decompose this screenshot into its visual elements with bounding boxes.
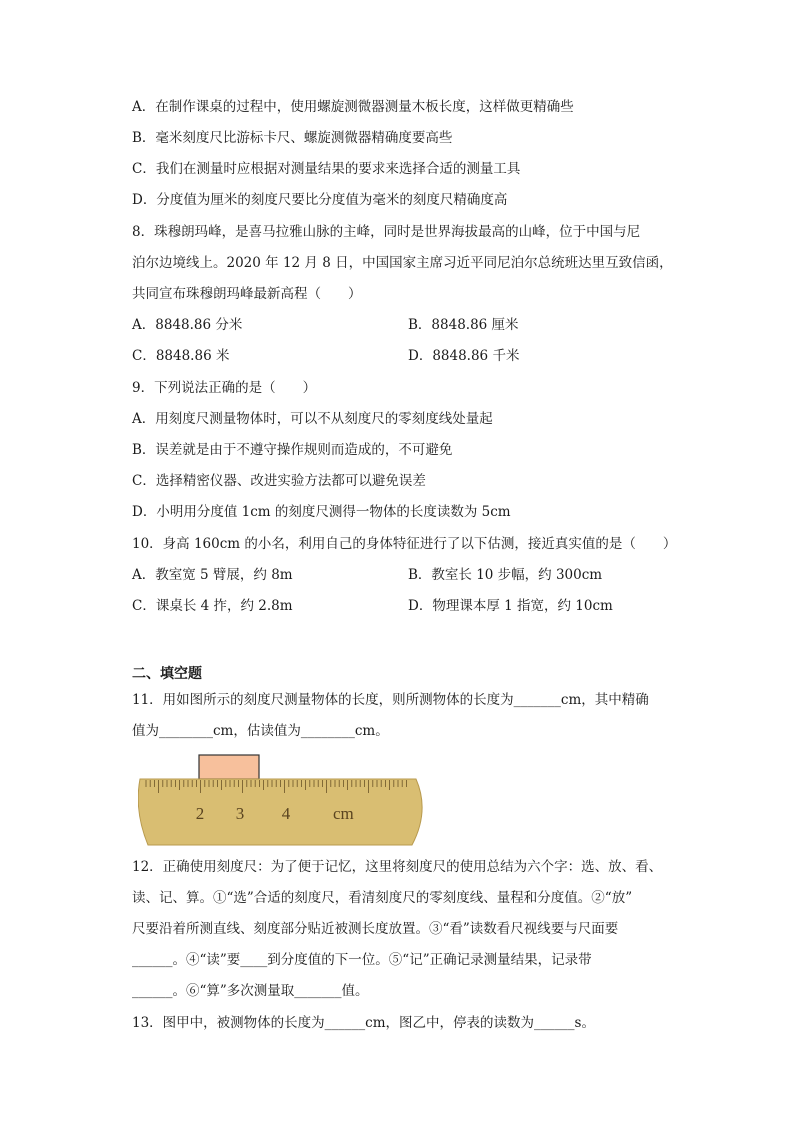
question-12-line-4: ______。④“读”要____到分度值的下一位。⑤“记”正确记录测量结果，记录带: [132, 952, 592, 968]
question-12-line-1: 12．正确使用刻度尺：为了便于记忆，这里将刻度尺的使用总结为六个字：选、放、看、: [132, 859, 663, 875]
question-13: 13．图甲中，被测物体的长度为______cm，图乙中，停表的读数为______s。: [132, 1015, 595, 1031]
question-8-option-d: D．8848.86 千米: [408, 348, 520, 364]
ruler-label-4: 4: [281, 804, 291, 823]
question-9-option-b: B．误差就是由于不遵守操作规则而造成的，不可避免: [132, 442, 453, 458]
ruler-figure: [138, 753, 428, 849]
question-9-option-d: D．小明用分度值 1cm 的刻度尺测得一物体的长度读数为 5cm: [132, 504, 511, 520]
question-10-option-b: B．教室长 10 步幅，约 300cm: [408, 567, 603, 583]
question-7-option-a: A．在制作课桌的过程中，使用螺旋测微器测量木板长度，这样做更精确些: [132, 99, 574, 115]
question-12-line-3: 尺要沿着所测直线、刻度部分贴近被测长度放置。③“看”读数看尺视线要与尺面要: [132, 921, 619, 937]
question-8-option-c: C．8848.86 米: [132, 348, 230, 364]
question-10-option-a: A．教室宽 5 臂展，约 8m: [132, 567, 293, 583]
question-10-option-d: D．物理课本厚 1 指宽，约 10cm: [408, 598, 613, 614]
ruler-label-3: 3: [235, 804, 245, 823]
question-8-option-b: B．8848.86 厘米: [408, 317, 519, 333]
question-10-option-c: C．课桌长 4 拃，约 2.8m: [132, 598, 293, 614]
question-7-option-d: D．分度值为厘米的刻度尺要比分度值为毫米的刻度尺精确度高: [132, 192, 508, 208]
measured-block: [199, 755, 259, 779]
question-11-line-2: 值为________cm，估读值为________cm。: [132, 723, 389, 739]
question-10-stem: 10．身高 160cm 的小名，利用自己的身体特征进行了以下估测，接近真实值的是（ ）: [132, 536, 677, 552]
question-12-line-2: 读、记、算。①“选”合适的刻度尺，看清刻度尺的零刻度线、量程和分度值。②“放”: [132, 890, 633, 906]
question-9-option-a: A．用刻度尺测量物体时，可以不从刻度尺的零刻度线处量起: [132, 411, 493, 427]
question-12-line-5: ______。⑥“算”多次测量取_______值。: [132, 983, 369, 999]
ruler-label-2: 2: [195, 804, 205, 823]
question-8-stem-line-3: 共同宣布珠穆朗玛峰最新高程（ ）: [132, 286, 362, 302]
question-11-line-1: 11．用如图所示的刻度尺测量物体的长度，则所测物体的长度为_______cm，其中精确: [132, 692, 649, 708]
question-9-stem: 9．下列说法正确的是（ ）: [132, 380, 317, 396]
question-8-stem-line-2: 泊尔边境线上。2020 年 12 月 8 日，中国国家主席习近平同尼泊尔总统班达里互致信函，: [132, 255, 673, 271]
ruler-label-unit: cm: [333, 804, 354, 823]
question-9-option-c: C．选择精密仪器、改进实验方法都可以避免误差: [132, 473, 426, 489]
section-heading-fill-in: 二、填空题: [132, 666, 202, 682]
ruler-body: [138, 779, 422, 845]
question-8-option-a: A．8848.86 分米: [132, 317, 243, 333]
question-7-option-c: C．我们在测量时应根据对测量结果的要求来选择合适的测量工具: [132, 161, 521, 177]
question-8-stem-line-1: 8．珠穆朗玛峰，是喜马拉雅山脉的主峰，同时是世界海拔最高的山峰，位于中国与尼: [132, 224, 641, 240]
question-7-option-b: B．毫米刻度尺比游标卡尺、螺旋测微器精确度要高些: [132, 130, 453, 146]
